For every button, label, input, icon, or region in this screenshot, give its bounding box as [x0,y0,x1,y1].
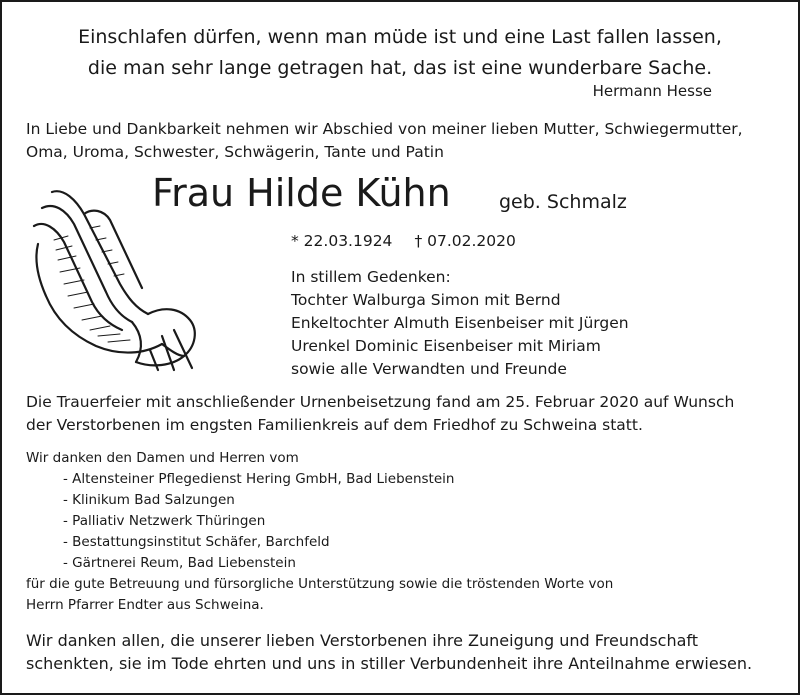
final-thanks [26,629,786,675]
thanks-outro: für die gute Betreuung und fürsorgliche Unterstützung sowie die tröstenden Worte von [26,576,614,592]
quote-author: Hermann Hesse [592,82,712,100]
maiden-name: geb. Schmalz [499,191,627,213]
funeral-line: Die Trauerfeier mit anschließender Urnenbeisetzung fand am 25. Februar 2020 auf Wunsch [26,393,735,411]
epigraph-quote [2,22,798,84]
final-line: schenkten, sie im Tode ehrten und uns in stiller Verbundenheit ihre Anteilnahme erwiesen. [26,654,753,673]
list-item: - Bestattungsinstitut Schäfer, Barchfeld [63,534,330,550]
list-item: - Klinikum Bad Salzungen [63,492,235,508]
thanks-intro: Wir danken den Damen und Herren vom [26,450,299,466]
thanks-list [26,469,766,574]
quote-line: Einschlafen dürfen, wenn man müde ist und eine Last fallen lassen, [78,26,722,48]
intro-line: In Liebe und Dankbarkeit nehmen wir Abschied von meiner lieben Mutter, Schwiegermutter, [26,120,743,138]
death-date: † 07.02.2020 [414,232,516,250]
thanks-section [26,448,766,616]
life-dates [291,232,516,250]
thanks-outro: Herrn Pfarrer Endter aus Schweina. [26,597,264,613]
list-item: - Gärtnerei Reum, Bad Liebenstein [63,555,296,571]
list-item: - Palliativ Netzwerk Thüringen [63,513,266,529]
funeral-line: der Verstorbenen im engsten Familienkreis auf dem Friedhof zu Schweina statt. [26,416,643,434]
intro-text [26,118,786,164]
mourner-line: sowie alle Verwandten und Freunde [291,360,567,378]
funeral-notice [26,391,786,437]
mourner-line: In stillem Gedenken: [291,268,451,286]
mourner-line: Tochter Walburga Simon mit Bernd [291,291,561,309]
list-item: - Altensteiner Pflegedienst Hering GmbH, Bad Liebenstein [63,471,455,487]
final-line: Wir danken allen, die unserer lieben Verstorbenen ihre Zuneigung und Freundschaft [26,631,699,650]
deceased-name: Frau Hilde Kühn [152,171,451,215]
intro-line: Oma, Uroma, Schwester, Schwägerin, Tante und Patin [26,143,444,161]
mourners-list [291,266,629,381]
mourner-line: Urenkel Dominic Eisenbeiser mit Miriam [291,337,601,355]
quote-line: die man sehr lange getragen hat, das ist eine wunderbare Sache. [87,57,713,79]
birth-date: * 22.03.1924 [291,232,393,250]
mourner-line: Enkeltochter Almuth Eisenbeiser mit Jürgen [291,314,629,332]
